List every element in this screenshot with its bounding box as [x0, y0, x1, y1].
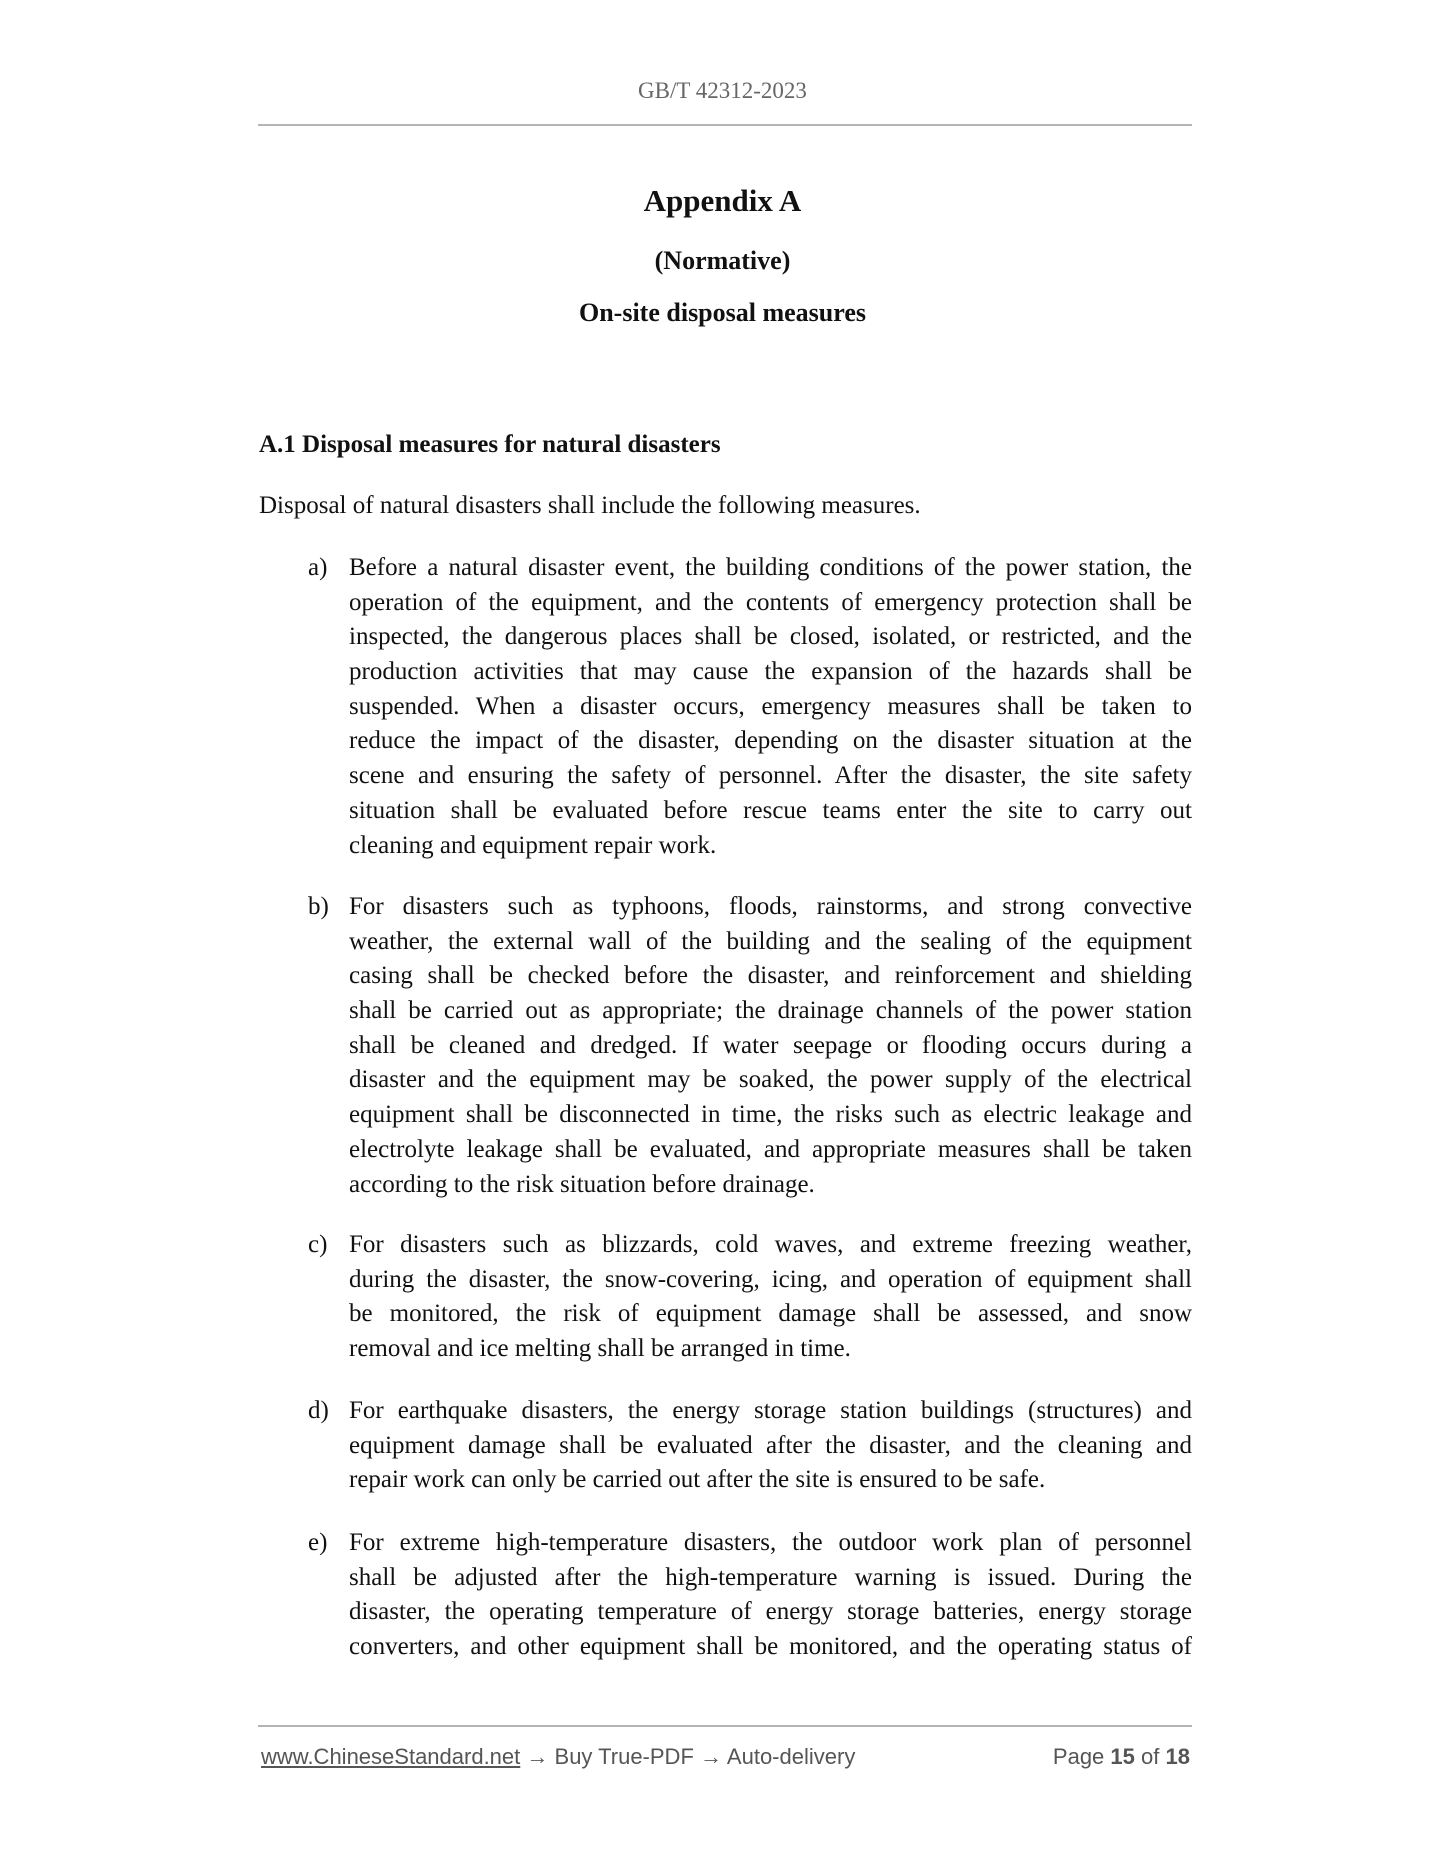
- text-line: during the disaster, the snow-covering, icing, and operation of equipment shall: [349, 1265, 1192, 1293]
- total-pages: 18: [1165, 1744, 1190, 1769]
- appendix-title: Appendix A: [643, 183, 802, 218]
- text-line: shall be cleaned and dredged. If water seepage or flooding occurs during a: [349, 1031, 1192, 1059]
- appendix-type: (Normative): [654, 246, 791, 275]
- text-line: according to the risk situation before drainage.: [349, 1170, 815, 1198]
- list-item-label: a): [308, 554, 328, 581]
- text-line: repair work can only be carried out after the site is ensured to be safe.: [349, 1466, 1046, 1494]
- auto-delivery-text: Auto-delivery: [726, 1744, 856, 1769]
- footer-links: [261, 1744, 855, 1770]
- document-code-header: GB/T 42312-2023: [638, 78, 807, 103]
- text-line: cleaning and equipment repair work.: [349, 831, 717, 859]
- text-line: be monitored, the risk of equipment damage shall be assessed, and snow: [349, 1300, 1192, 1328]
- text-line: situation shall be evaluated before rescue teams enter the site to carry out: [349, 796, 1192, 824]
- text-line: shall be adjusted after the high-temperature warning is issued. During the: [349, 1563, 1192, 1591]
- text-line: For disasters such as typhoons, floods, rainstorms, and strong convective: [349, 893, 1192, 920]
- text-line: For extreme high-temperature disasters, the outdoor work plan of personnel: [349, 1529, 1192, 1556]
- of-label: of: [1141, 1744, 1160, 1769]
- text-line: disaster and the equipment may be soaked, the power supply of the electrical: [349, 1066, 1192, 1094]
- text-line: equipment shall be disconnected in time, the risks such as electric leakage and: [349, 1101, 1192, 1129]
- text-line: weather, the external wall of the building and the sealing of the equipment: [349, 927, 1192, 955]
- text-line: scene and ensuring the safety of personnel. After the disaster, the site safety: [349, 762, 1192, 790]
- text-line: casing shall be checked before the disaster, and reinforcement and shielding: [349, 962, 1192, 990]
- arrow-icon: →: [700, 1744, 723, 1769]
- arrow-icon: →: [526, 1744, 549, 1769]
- text-line: shall be carried out as appropriate; the drainage channels of the power station: [349, 997, 1192, 1025]
- footer-divider: [258, 1725, 1192, 1727]
- text-line: equipment damage shall be evaluated after the disaster, and the cleaning and: [349, 1431, 1192, 1459]
- buy-true-pdf-text: Buy True-PDF: [554, 1744, 694, 1769]
- text-line: suspended. When a disaster occurs, emergency measures shall be taken to: [349, 692, 1192, 720]
- list-item-text: [349, 1394, 1192, 1498]
- header-divider: [258, 124, 1192, 126]
- list-item-label: d): [308, 1397, 329, 1424]
- text-line: disaster, the operating temperature of energy storage batteries, energy storage: [349, 1598, 1192, 1626]
- chinesestandard-link[interactable]: www.ChineseStandard.net: [261, 1744, 521, 1769]
- section-intro: Disposal of natural disasters shall include the following measures.: [259, 492, 921, 519]
- text-line: removal and ice melting shall be arranged in time.: [349, 1335, 851, 1363]
- list-item-label: e): [308, 1529, 328, 1556]
- page-indicator: [1053, 1744, 1190, 1770]
- list-item-text: [349, 551, 1192, 863]
- list-item-text: [349, 890, 1192, 1202]
- text-line: production activities that may cause the expansion of the hazards shall be: [349, 658, 1192, 686]
- list-item-text: [349, 1526, 1192, 1665]
- current-page: 15: [1110, 1744, 1135, 1769]
- list-item-label: b): [308, 893, 329, 920]
- text-line: electrolyte leakage shall be evaluated, and appropriate measures shall be taken: [349, 1135, 1192, 1163]
- text-line: inspected, the dangerous places shall be closed, isolated, or restricted, and the: [349, 623, 1192, 651]
- text-line: reduce the impact of the disaster, depending on the disaster situation at the: [349, 727, 1192, 755]
- section-heading: A.1 Disposal measures for natural disasters: [259, 431, 721, 458]
- list-item-label: c): [308, 1231, 328, 1258]
- text-line: For earthquake disasters, the energy storage station buildings (structures) and: [349, 1397, 1192, 1424]
- text-line: converters, and other equipment shall be monitored, and the operating status of: [349, 1633, 1192, 1661]
- list-item-text: [349, 1228, 1192, 1367]
- appendix-name: On-site disposal measures: [579, 298, 866, 327]
- text-line: operation of the equipment, and the contents of emergency protection shall be: [349, 588, 1192, 616]
- page-label: Page: [1052, 1744, 1105, 1769]
- text-line: For disasters such as blizzards, cold waves, and extreme freezing weather,: [349, 1231, 1192, 1258]
- text-line: Before a natural disaster event, the building conditions of the power station, the: [349, 554, 1192, 581]
